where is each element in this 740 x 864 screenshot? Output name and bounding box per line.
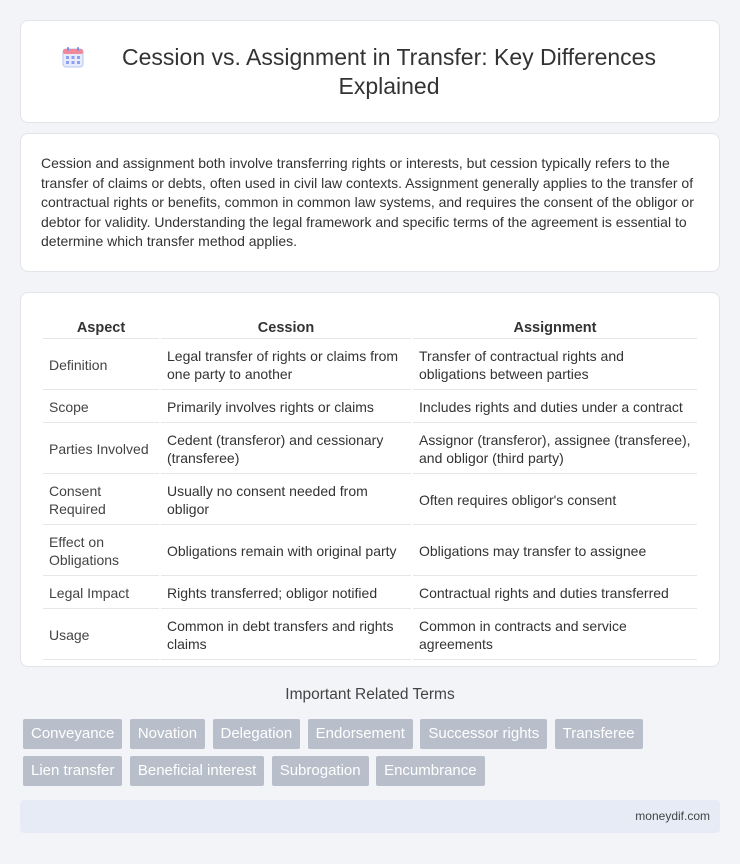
tag-lien-transfer[interactable]: Lien transfer: [23, 756, 122, 786]
tag-subrogation[interactable]: Subrogation: [272, 756, 369, 786]
header-cession: Cession: [161, 315, 411, 339]
cell-cession: Obligations remain with original party: [161, 527, 411, 576]
tag-novation[interactable]: Novation: [130, 719, 205, 749]
cell-cession: Rights transferred; obligor notified: [161, 578, 411, 609]
intro-paragraph: Cession and assignment both involve transferring rights or interests, but cession typically refers to the transfer of claims or debts, often used in civil law contexts. Assignment generally applies to the transfer of contractual rights or benefits, common in common law systems, and requires the consent of the obligor or debtor for validity. Understanding the legal framework and specific terms of the agreement is essential to determine which transfer method applies.: [41, 155, 694, 250]
cell-assignment: Assignor (transferor), assignee (transferee), and obligor (third party): [413, 425, 697, 474]
footer: [20, 800, 720, 833]
cell-cession: Usually no consent needed from obligor: [161, 476, 411, 525]
cell-aspect: Legal Impact: [43, 578, 159, 609]
comparison-table: [41, 313, 699, 662]
footer-site[interactable]: moneydif.com: [635, 809, 710, 823]
cell-assignment: Includes rights and duties under a contract: [413, 392, 697, 423]
cell-assignment: Common in contracts and service agreements: [413, 611, 697, 660]
comparison-table-card: [20, 292, 720, 667]
cell-assignment: Obligations may transfer to assignee: [413, 527, 697, 576]
table-row: [43, 392, 697, 423]
table-row: [43, 425, 697, 474]
cell-cession: Common in debt transfers and rights claims: [161, 611, 411, 660]
tag-successor-rights[interactable]: Successor rights: [420, 719, 547, 749]
table-row: [43, 578, 697, 609]
related-terms-title: Important Related Terms: [285, 686, 455, 703]
intro-card: [20, 133, 720, 272]
cell-aspect: Usage: [43, 611, 159, 660]
tag-encumbrance[interactable]: Encumbrance: [376, 756, 485, 786]
cell-cession: Primarily involves rights or claims: [161, 392, 411, 423]
tag-transferee[interactable]: Transferee: [555, 719, 643, 749]
cell-aspect: Effect on Obligations: [43, 527, 159, 576]
cell-aspect: Scope: [43, 392, 159, 423]
cell-assignment: Contractual rights and duties transferred: [413, 578, 697, 609]
tag-endorsement[interactable]: Endorsement: [308, 719, 413, 749]
cell-cession: Cedent (transferor) and cessionary (transferee): [161, 425, 411, 474]
header-card: [20, 20, 720, 123]
header-aspect: Aspect: [43, 315, 159, 339]
header-assignment: Assignment: [413, 315, 697, 339]
cell-cession: Legal transfer of rights or claims from one party to another: [161, 341, 411, 390]
table-row: [43, 527, 697, 576]
cell-aspect: Definition: [43, 341, 159, 390]
cell-aspect: Parties Involved: [43, 425, 159, 474]
cell-assignment: Transfer of contractual rights and obligations between parties: [413, 341, 697, 390]
cell-assignment: Often requires obligor's consent: [413, 476, 697, 525]
tag-conveyance[interactable]: Conveyance: [23, 719, 122, 749]
table-row: [43, 341, 697, 390]
table-row: [43, 476, 697, 525]
related-terms-tags: [23, 719, 713, 793]
table-row: [43, 611, 697, 660]
tag-beneficial-interest[interactable]: Beneficial interest: [130, 756, 264, 786]
calendar-icon: [61, 45, 85, 69]
tag-delegation[interactable]: Delegation: [213, 719, 301, 749]
page-title: Cession vs. Assignment in Transfer: Key Differences Explained: [122, 43, 656, 99]
table-header-row: [43, 315, 697, 339]
cell-aspect: Consent Required: [43, 476, 159, 525]
